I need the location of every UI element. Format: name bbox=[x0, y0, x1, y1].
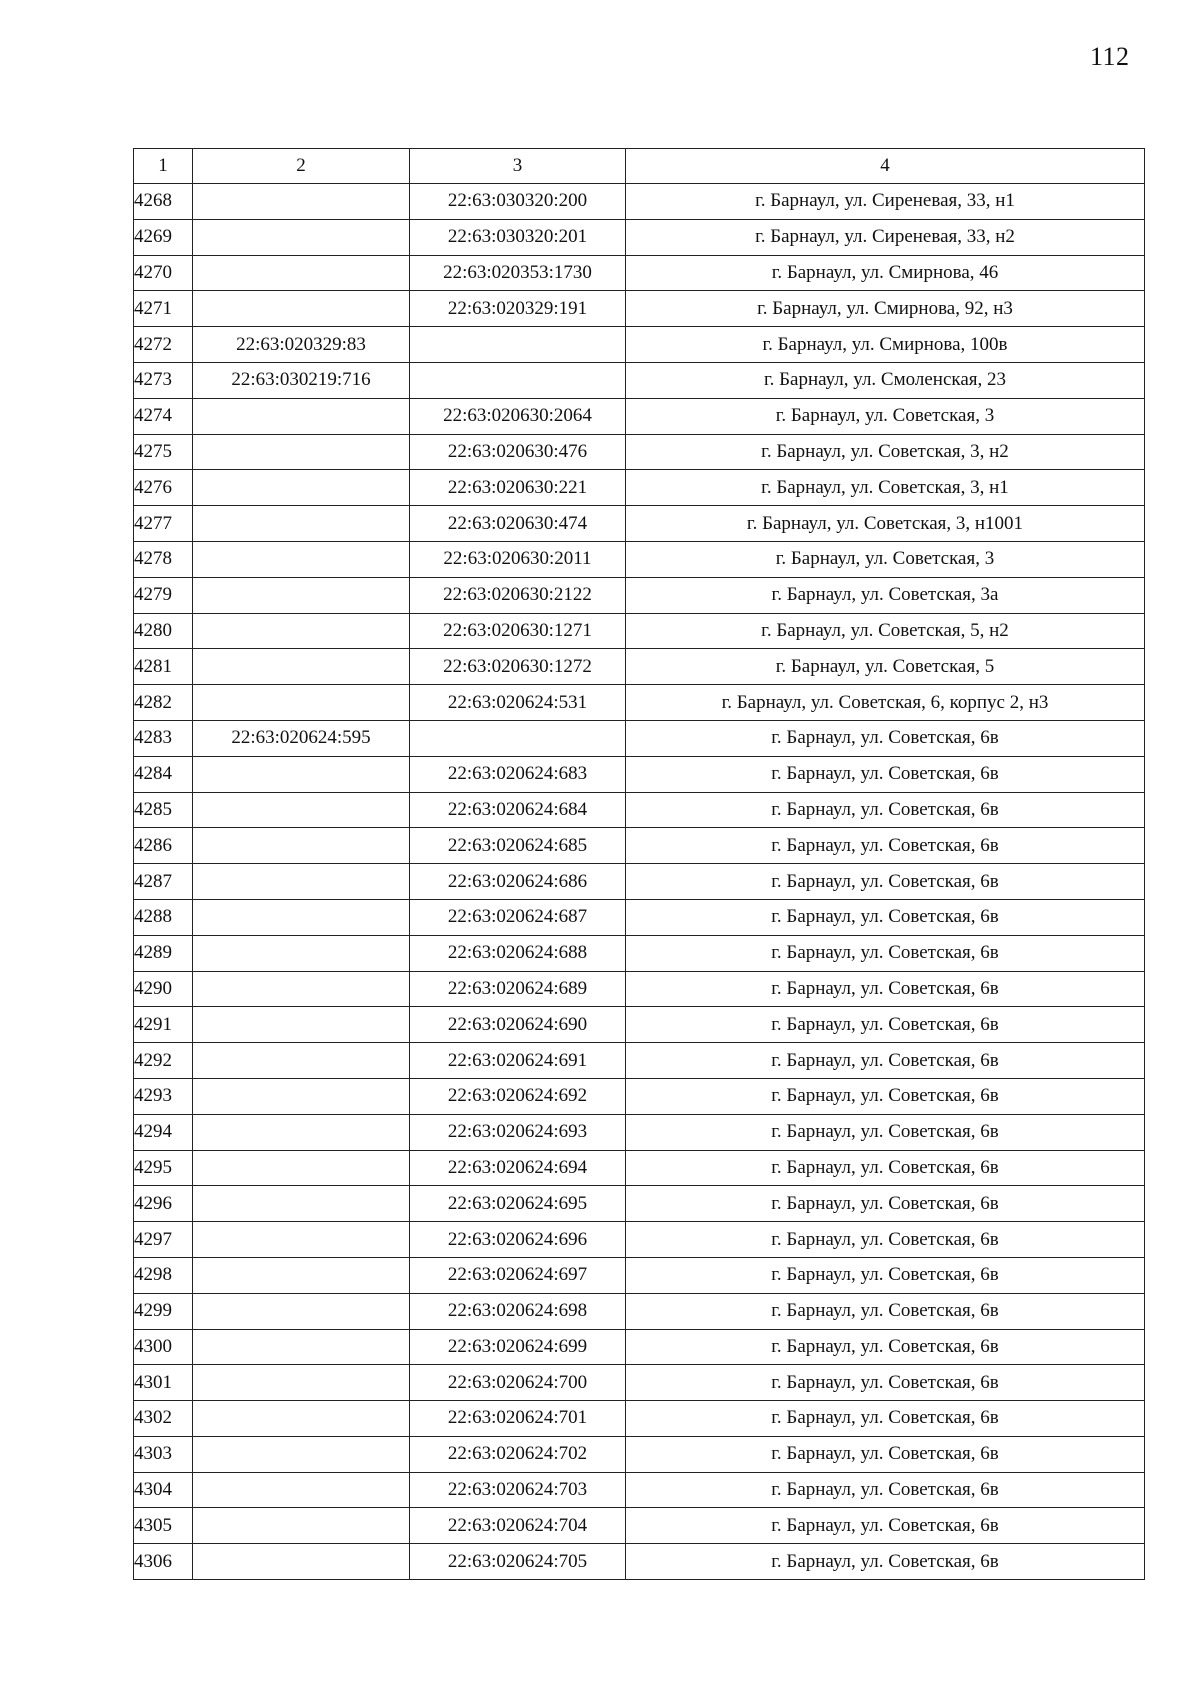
cadastral-number-cell bbox=[410, 327, 626, 363]
table-row bbox=[134, 649, 1145, 685]
cadastral-number-cell: 22:63:030320:200 bbox=[410, 184, 626, 220]
address-cell: г. Барнаул, ул. Советская, 6в bbox=[626, 935, 1145, 971]
address-cell: г. Барнаул, ул. Советская, 6в bbox=[626, 756, 1145, 792]
old-cadastral-number-cell bbox=[193, 1222, 410, 1258]
row-number-cell: 4298 bbox=[134, 1257, 193, 1293]
cadastral-number-cell: 22:63:020624:705 bbox=[410, 1544, 626, 1580]
address-cell: г. Барнаул, ул. Советская, 3 bbox=[626, 398, 1145, 434]
cadastral-number-cell: 22:63:020624:702 bbox=[410, 1436, 626, 1472]
row-number-cell: 4301 bbox=[134, 1365, 193, 1401]
cadastral-number-cell bbox=[410, 362, 626, 398]
address-cell: г. Барнаул, ул. Смоленская, 23 bbox=[626, 362, 1145, 398]
table-row bbox=[134, 291, 1145, 327]
row-number-cell: 4304 bbox=[134, 1472, 193, 1508]
old-cadastral-number-cell bbox=[193, 899, 410, 935]
address-cell: г. Барнаул, ул. Советская, 6в bbox=[626, 1043, 1145, 1079]
address-cell: г. Барнаул, ул. Советская, 3, н2 bbox=[626, 434, 1145, 470]
row-number-cell: 4276 bbox=[134, 470, 193, 506]
old-cadastral-number-cell bbox=[193, 1293, 410, 1329]
row-number-cell: 4271 bbox=[134, 291, 193, 327]
cadastral-number-cell: 22:63:020630:2064 bbox=[410, 398, 626, 434]
address-cell: г. Барнаул, ул. Советская, 6в bbox=[626, 720, 1145, 756]
column-header: 1 bbox=[134, 149, 193, 184]
table-row bbox=[134, 864, 1145, 900]
cadastral-number-cell: 22:63:020624:696 bbox=[410, 1222, 626, 1258]
old-cadastral-number-cell bbox=[193, 1329, 410, 1365]
old-cadastral-number-cell bbox=[193, 470, 410, 506]
cadastral-number-cell: 22:63:020630:2011 bbox=[410, 541, 626, 577]
table-row bbox=[134, 1365, 1145, 1401]
table-row bbox=[134, 470, 1145, 506]
address-cell: г. Барнаул, ул. Советская, 6, корпус 2, н3 bbox=[626, 685, 1145, 721]
cadastral-number-cell: 22:63:020630:1272 bbox=[410, 649, 626, 685]
table-row bbox=[134, 1186, 1145, 1222]
address-cell: г. Барнаул, ул. Советская, 6в bbox=[626, 1544, 1145, 1580]
row-number-cell: 4273 bbox=[134, 362, 193, 398]
cadastral-number-cell: 22:63:030320:201 bbox=[410, 219, 626, 255]
table-row bbox=[134, 184, 1145, 220]
old-cadastral-number-cell bbox=[193, 1078, 410, 1114]
row-number-cell: 4300 bbox=[134, 1329, 193, 1365]
address-cell: г. Барнаул, ул. Советская, 6в bbox=[626, 1078, 1145, 1114]
row-number-cell: 4297 bbox=[134, 1222, 193, 1258]
table-row bbox=[134, 219, 1145, 255]
table-row bbox=[134, 327, 1145, 363]
address-cell: г. Барнаул, ул. Советская, 6в bbox=[626, 1222, 1145, 1258]
cadastral-number-cell: 22:63:020630:474 bbox=[410, 506, 626, 542]
table-row bbox=[134, 720, 1145, 756]
table-row bbox=[134, 1078, 1145, 1114]
old-cadastral-number-cell bbox=[193, 506, 410, 542]
old-cadastral-number-cell bbox=[193, 1365, 410, 1401]
old-cadastral-number-cell bbox=[193, 1508, 410, 1544]
address-cell: г. Барнаул, ул. Советская, 6в bbox=[626, 1150, 1145, 1186]
row-number-cell: 4291 bbox=[134, 1007, 193, 1043]
address-cell: г. Барнаул, ул. Советская, 6в bbox=[626, 792, 1145, 828]
row-number-cell: 4289 bbox=[134, 935, 193, 971]
old-cadastral-number-cell bbox=[193, 1257, 410, 1293]
cadastral-number-cell: 22:63:020624:688 bbox=[410, 935, 626, 971]
old-cadastral-number-cell bbox=[193, 935, 410, 971]
table-body bbox=[134, 184, 1145, 1580]
column-header: 3 bbox=[410, 149, 626, 184]
old-cadastral-number-cell bbox=[193, 1401, 410, 1437]
row-number-cell: 4284 bbox=[134, 756, 193, 792]
table-row bbox=[134, 935, 1145, 971]
address-cell: г. Барнаул, ул. Советская, 6в bbox=[626, 1257, 1145, 1293]
table-row bbox=[134, 1150, 1145, 1186]
row-number-cell: 4302 bbox=[134, 1401, 193, 1437]
row-number-cell: 4306 bbox=[134, 1544, 193, 1580]
table-row bbox=[134, 1436, 1145, 1472]
cadastral-number-cell: 22:63:020624:687 bbox=[410, 899, 626, 935]
address-cell: г. Барнаул, ул. Советская, 6в bbox=[626, 1508, 1145, 1544]
old-cadastral-number-cell bbox=[193, 1436, 410, 1472]
column-header: 2 bbox=[193, 149, 410, 184]
cadastral-number-cell: 22:63:020624:704 bbox=[410, 1508, 626, 1544]
table-row bbox=[134, 1401, 1145, 1437]
table-row bbox=[134, 434, 1145, 470]
old-cadastral-number-cell bbox=[193, 685, 410, 721]
table-row bbox=[134, 506, 1145, 542]
address-cell: г. Барнаул, ул. Советская, 6в bbox=[626, 899, 1145, 935]
page-number: 112 bbox=[1090, 42, 1130, 71]
address-cell: г. Барнаул, ул. Смирнова, 92, н3 bbox=[626, 291, 1145, 327]
address-cell: г. Барнаул, ул. Советская, 3, н1 bbox=[626, 470, 1145, 506]
row-number-cell: 4285 bbox=[134, 792, 193, 828]
cadastral-number-cell: 22:63:020624:684 bbox=[410, 792, 626, 828]
cadastral-number-cell: 22:63:020624:685 bbox=[410, 828, 626, 864]
cadastral-number-cell: 22:63:020624:703 bbox=[410, 1472, 626, 1508]
row-number-cell: 4275 bbox=[134, 434, 193, 470]
cadastral-number-cell: 22:63:020624:701 bbox=[410, 1401, 626, 1437]
address-cell: г. Барнаул, ул. Советская, 6в bbox=[626, 828, 1145, 864]
old-cadastral-number-cell bbox=[193, 541, 410, 577]
address-cell: г. Барнаул, ул. Советская, 6в bbox=[626, 1293, 1145, 1329]
table-row bbox=[134, 255, 1145, 291]
column-header: 4 bbox=[626, 149, 1145, 184]
old-cadastral-number-cell bbox=[193, 1150, 410, 1186]
row-number-cell: 4279 bbox=[134, 577, 193, 613]
cadastral-number-cell: 22:63:020329:191 bbox=[410, 291, 626, 327]
address-cell: г. Барнаул, ул. Советская, 6в bbox=[626, 864, 1145, 900]
table-row bbox=[134, 685, 1145, 721]
old-cadastral-number-cell bbox=[193, 255, 410, 291]
row-number-cell: 4286 bbox=[134, 828, 193, 864]
row-number-cell: 4293 bbox=[134, 1078, 193, 1114]
address-cell: г. Барнаул, ул. Советская, 6в bbox=[626, 1186, 1145, 1222]
table-row bbox=[134, 1293, 1145, 1329]
table-row bbox=[134, 1544, 1145, 1580]
address-cell: г. Барнаул, ул. Советская, 6в bbox=[626, 1401, 1145, 1437]
row-number-cell: 4287 bbox=[134, 864, 193, 900]
old-cadastral-number-cell bbox=[193, 1114, 410, 1150]
cadastral-number-cell: 22:63:020624:683 bbox=[410, 756, 626, 792]
old-cadastral-number-cell bbox=[193, 219, 410, 255]
cadastral-number-cell: 22:63:020624:700 bbox=[410, 1365, 626, 1401]
table-row bbox=[134, 577, 1145, 613]
table-row bbox=[134, 398, 1145, 434]
address-cell: г. Барнаул, ул. Советская, 6в bbox=[626, 1329, 1145, 1365]
address-cell: г. Барнаул, ул. Советская, 3, н1001 bbox=[626, 506, 1145, 542]
address-cell: г. Барнаул, ул. Сиреневая, 33, н1 bbox=[626, 184, 1145, 220]
table-row bbox=[134, 541, 1145, 577]
old-cadastral-number-cell bbox=[193, 828, 410, 864]
cadastral-number-cell: 22:63:020624:699 bbox=[410, 1329, 626, 1365]
table-row bbox=[134, 1043, 1145, 1079]
row-number-cell: 4274 bbox=[134, 398, 193, 434]
registry-table bbox=[133, 148, 1145, 1580]
row-number-cell: 4295 bbox=[134, 1150, 193, 1186]
old-cadastral-number-cell bbox=[193, 792, 410, 828]
row-number-cell: 4294 bbox=[134, 1114, 193, 1150]
address-cell: г. Барнаул, ул. Советская, 5, н2 bbox=[626, 613, 1145, 649]
address-cell: г. Барнаул, ул. Сиреневая, 33, н2 bbox=[626, 219, 1145, 255]
cadastral-number-cell: 22:63:020630:221 bbox=[410, 470, 626, 506]
table-row bbox=[134, 1114, 1145, 1150]
old-cadastral-number-cell bbox=[193, 1007, 410, 1043]
old-cadastral-number-cell bbox=[193, 434, 410, 470]
cadastral-number-cell: 22:63:020624:693 bbox=[410, 1114, 626, 1150]
table-row bbox=[134, 613, 1145, 649]
old-cadastral-number-cell bbox=[193, 613, 410, 649]
old-cadastral-number-cell bbox=[193, 971, 410, 1007]
row-number-cell: 4283 bbox=[134, 720, 193, 756]
old-cadastral-number-cell bbox=[193, 291, 410, 327]
table-row bbox=[134, 1472, 1145, 1508]
row-number-cell: 4281 bbox=[134, 649, 193, 685]
table-row bbox=[134, 828, 1145, 864]
address-cell: г. Барнаул, ул. Советская, 6в bbox=[626, 1365, 1145, 1401]
table-row bbox=[134, 1222, 1145, 1258]
row-number-cell: 4296 bbox=[134, 1186, 193, 1222]
row-number-cell: 4290 bbox=[134, 971, 193, 1007]
table-row bbox=[134, 899, 1145, 935]
cadastral-number-cell: 22:63:020624:698 bbox=[410, 1293, 626, 1329]
old-cadastral-number-cell bbox=[193, 1544, 410, 1580]
table-row bbox=[134, 971, 1145, 1007]
cadastral-number-cell: 22:63:020624:691 bbox=[410, 1043, 626, 1079]
old-cadastral-number-cell bbox=[193, 184, 410, 220]
table-row bbox=[134, 1329, 1145, 1365]
old-cadastral-number-cell bbox=[193, 1472, 410, 1508]
row-number-cell: 4268 bbox=[134, 184, 193, 220]
old-cadastral-number-cell bbox=[193, 1186, 410, 1222]
address-cell: г. Барнаул, ул. Советская, 3 bbox=[626, 541, 1145, 577]
address-cell: г. Барнаул, ул. Советская, 6в bbox=[626, 971, 1145, 1007]
cadastral-number-cell: 22:63:020624:690 bbox=[410, 1007, 626, 1043]
old-cadastral-number-cell: 22:63:020329:83 bbox=[193, 327, 410, 363]
row-number-cell: 4303 bbox=[134, 1436, 193, 1472]
old-cadastral-number-cell bbox=[193, 649, 410, 685]
old-cadastral-number-cell bbox=[193, 756, 410, 792]
row-number-cell: 4299 bbox=[134, 1293, 193, 1329]
cadastral-number-cell: 22:63:020630:476 bbox=[410, 434, 626, 470]
old-cadastral-number-cell: 22:63:030219:716 bbox=[193, 362, 410, 398]
cadastral-number-cell: 22:63:020624:694 bbox=[410, 1150, 626, 1186]
address-cell: г. Барнаул, ул. Смирнова, 46 bbox=[626, 255, 1145, 291]
address-cell: г. Барнаул, ул. Советская, 5 bbox=[626, 649, 1145, 685]
cadastral-number-cell: 22:63:020630:2122 bbox=[410, 577, 626, 613]
row-number-cell: 4305 bbox=[134, 1508, 193, 1544]
row-number-cell: 4270 bbox=[134, 255, 193, 291]
table-row bbox=[134, 792, 1145, 828]
address-cell: г. Барнаул, ул. Советская, 6в bbox=[626, 1007, 1145, 1043]
address-cell: г. Барнаул, ул. Советская, 6в bbox=[626, 1436, 1145, 1472]
table-row bbox=[134, 362, 1145, 398]
old-cadastral-number-cell bbox=[193, 398, 410, 434]
address-cell: г. Барнаул, ул. Советская, 3а bbox=[626, 577, 1145, 613]
cadastral-number-cell: 22:63:020630:1271 bbox=[410, 613, 626, 649]
row-number-cell: 4280 bbox=[134, 613, 193, 649]
table-row bbox=[134, 1007, 1145, 1043]
row-number-cell: 4269 bbox=[134, 219, 193, 255]
old-cadastral-number-cell bbox=[193, 864, 410, 900]
row-number-cell: 4272 bbox=[134, 327, 193, 363]
table-row bbox=[134, 1508, 1145, 1544]
row-number-cell: 4278 bbox=[134, 541, 193, 577]
row-number-cell: 4282 bbox=[134, 685, 193, 721]
cadastral-number-cell: 22:63:020624:531 bbox=[410, 685, 626, 721]
address-cell: г. Барнаул, ул. Смирнова, 100в bbox=[626, 327, 1145, 363]
row-number-cell: 4288 bbox=[134, 899, 193, 935]
old-cadastral-number-cell: 22:63:020624:595 bbox=[193, 720, 410, 756]
cadastral-number-cell: 22:63:020624:686 bbox=[410, 864, 626, 900]
old-cadastral-number-cell bbox=[193, 577, 410, 613]
table-row bbox=[134, 756, 1145, 792]
table-row bbox=[134, 1257, 1145, 1293]
address-cell: г. Барнаул, ул. Советская, 6в bbox=[626, 1472, 1145, 1508]
table-header-row bbox=[134, 149, 1145, 184]
cadastral-number-cell bbox=[410, 720, 626, 756]
cadastral-number-cell: 22:63:020624:689 bbox=[410, 971, 626, 1007]
old-cadastral-number-cell bbox=[193, 1043, 410, 1079]
address-cell: г. Барнаул, ул. Советская, 6в bbox=[626, 1114, 1145, 1150]
cadastral-number-cell: 22:63:020624:695 bbox=[410, 1186, 626, 1222]
cadastral-number-cell: 22:63:020624:697 bbox=[410, 1257, 626, 1293]
row-number-cell: 4277 bbox=[134, 506, 193, 542]
cadastral-number-cell: 22:63:020624:692 bbox=[410, 1078, 626, 1114]
cadastral-number-cell: 22:63:020353:1730 bbox=[410, 255, 626, 291]
row-number-cell: 4292 bbox=[134, 1043, 193, 1079]
